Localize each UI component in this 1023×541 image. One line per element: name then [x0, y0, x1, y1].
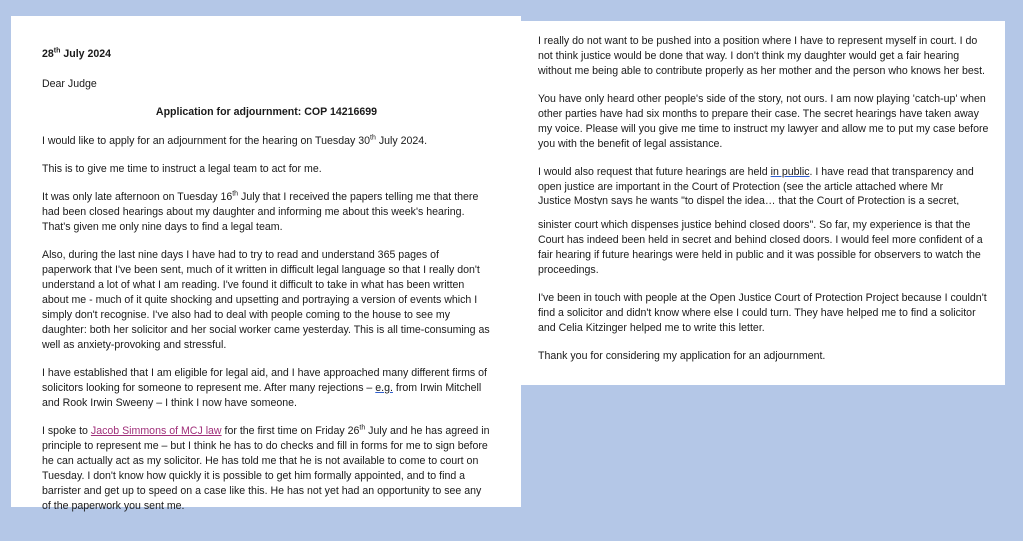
letter-date: 28th July 2024	[42, 47, 112, 60]
paragraph-1: I would like to apply for an adjournment for the hearing on Tuesday 30th July 2024.	[42, 134, 428, 147]
paragraph-9: I would also request that future hearings are held in public. I have read that transparency and open justice are important in the Court of Protection (see the article attached where Mr	[538, 166, 974, 193]
letter-page-left	[11, 16, 521, 512]
letter-heading: Application for adjournment: COP 14216699	[155, 106, 378, 118]
paragraph-10: sinister court which dispenses justice behind closed doors". So far, my experience is that the Court has indeed been held in secret and behind closed doors. I would feel more confident of a fair hearing if future hearings were held in public and it was possible for observers to watch the proceedings.	[538, 219, 983, 276]
paragraph-12: Thank you for considering my application for an adjournment.	[538, 350, 826, 362]
letter-page-right	[520, 21, 1005, 385]
paragraph-11: I've been in touch with people at the Open Justice Court of Protection Project because I couldn't find a solicitor and didn't know where else I could turn. They have helped me to find a solicitor and Celia Kitzinger helped me to write this letter.	[538, 292, 987, 334]
paragraph-4: Also, during the last nine days I have had to try to read and understand 365 pages of paperwork that I've been sent, much of it written in difficult legal language so that I really don't understand a lot of what I am reading. I've found it difficult to take in what has been written about me - much of it quite shocking and upsetting and portraying a version of events which I simply don't recognise. I've also had to deal with people coming to the house to see my daughter: both her solicitor and her social worker came yesterday. This is all time-consuming as well as anxiety-provoking and stressful.	[42, 249, 490, 351]
solicitor-link[interactable]: Jacob Simmons of MCJ law	[90, 425, 222, 437]
salutation: Dear Judge	[42, 78, 97, 90]
eg-abbreviation: e.g.	[375, 382, 393, 394]
paragraph-7: I really do not want to be pushed into a position where I have to represent myself in court. I do not think justice would be done that way. I don't think my daughter would get a fair hearing without me being able to contribute properly as her mother and the person who knows her best.	[538, 35, 985, 77]
paragraph-2: This is to give me time to instruct a legal team to act for me.	[42, 163, 322, 175]
in-public-phrase: in public	[770, 166, 810, 178]
paragraph-6: I spoke to Jacob Simmons of MCJ law for the first time on Friday 26th July and he has agreed in principle to represent me – but I think he has to do checks and fill in forms for me to sign before he can actually act as my solicitor. He has told me that he is not available to come to court on Tuesday. I don't know how quickly it is possible to get him formally appointed, and to find a barrister and get up to speed on a case like this. He has not yet had an opportunity to see any of the paperwork you sent me.	[42, 424, 490, 512]
paragraph-5: I have established that I am eligible for legal aid, and I have approached many different firms of solicitors looking for someone to represent me. After many rejections – e.g. from Irwin Mitchell and Rook Irwin Sweeny – I think I now have someone.	[42, 367, 488, 409]
paragraph-3: It was only late afternoon on Tuesday 16th July that I received the papers telling me that there had been closed hearings about my daughter and informing me about this week's hearing. That's given me only nine days to find a legal team.	[42, 190, 479, 233]
cut-off-line: Justice Mostyn says he wants "to dispel the idea… that the Court of Protection is a secret,	[538, 195, 960, 205]
paragraph-8: You have only heard other people's side of the story, not ours. I am now playing 'catch-up' when other parties have had six months to prepare their case. The secret hearings have taken away my voice. Please will you give me time to instruct my lawyer and allow me to put my case before you with the benefit of legal assistance.	[538, 93, 989, 150]
